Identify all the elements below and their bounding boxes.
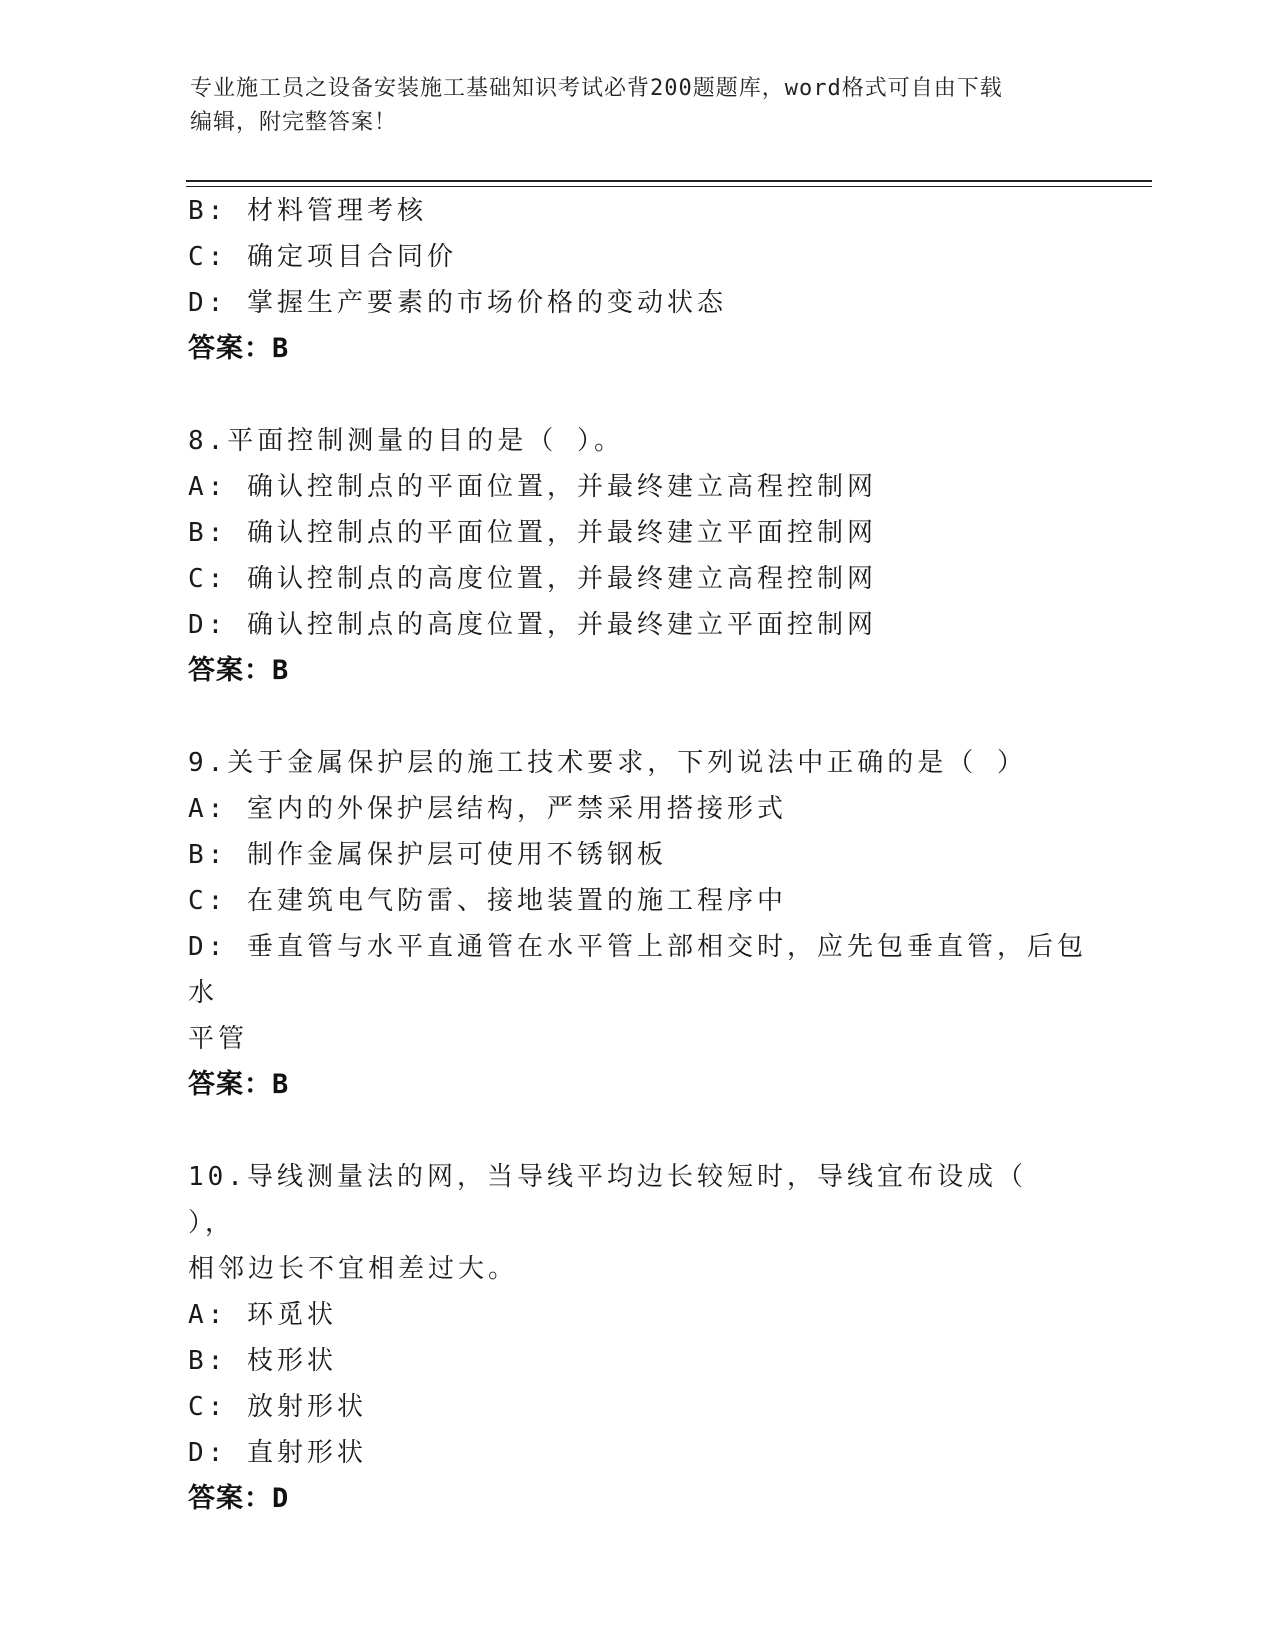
q9-option-a: A: 室内的外保护层结构，严禁采用搭接形式 [188, 794, 787, 824]
q9-answer: 答案：B [188, 1069, 290, 1100]
q9-option-b: B: 制作金属保护层可使用不锈钢板 [188, 840, 667, 870]
q8-option-b: B: 确认控制点的平面位置，并最终建立平面控制网 [188, 518, 877, 548]
q10-answer: 答案：D [188, 1483, 290, 1514]
question-9-block [188, 740, 1088, 1108]
spacer [188, 1108, 1088, 1154]
q8-option-a: A: 确认控制点的平面位置，并最终建立高程控制网 [188, 472, 877, 502]
question-10-block [188, 1154, 1088, 1522]
spacer [188, 372, 1088, 418]
q8-option-c: C: 确认控制点的高度位置，并最终建立高程控制网 [188, 564, 877, 594]
q7-option-b: B: 材料管理考核 [188, 196, 427, 226]
q7-option-d: D: 掌握生产要素的市场价格的变动状态 [188, 288, 727, 318]
q10-question-line-1: 10.导线测量法的网，当导线平均边长较短时，导线宜布设成（ ）， [188, 1162, 1047, 1238]
q10-option-b: B: 枝形状 [188, 1346, 337, 1376]
q8-option-d: D: 确认控制点的高度位置，并最终建立平面控制网 [188, 610, 877, 640]
header-divider-thin [186, 186, 1152, 187]
q9-option-d: D: 垂直管与水平直通管在水平管上部相交时，应先包垂直管，后包水 [188, 932, 1087, 1008]
header-line-2: 编辑，附完整答案！ [190, 110, 398, 135]
header-line-1: 专业施工员之设备安装施工基础知识考试必背200题题库，word格式可自由下载 [190, 76, 1003, 101]
question-content [188, 188, 1088, 1522]
question-7-block [188, 188, 1088, 372]
q10-option-a: A: 环觅状 [188, 1300, 337, 1330]
q10-option-c: C: 放射形状 [188, 1392, 367, 1422]
q10-option-d: D: 直射形状 [188, 1438, 367, 1468]
q8-question: 8.平面控制测量的目的是（ ）。 [188, 426, 624, 456]
q9-option-d-continued: 平管 [188, 1024, 249, 1054]
q8-answer: 答案：B [188, 655, 290, 686]
spacer [188, 694, 1088, 740]
q9-option-c: C: 在建筑电气防雷、接地装置的施工程序中 [188, 886, 787, 916]
header-divider-thick [186, 180, 1152, 182]
question-8-block [188, 418, 1088, 694]
q10-question-line-2: 相邻边长不宜相差过大。 [188, 1254, 519, 1284]
document-header [190, 72, 1090, 140]
q9-question: 9.关于金属保护层的施工技术要求，下列说法中正确的是（ ） [188, 748, 1027, 778]
q7-answer: 答案：B [188, 333, 290, 364]
q7-option-c: C: 确定项目合同价 [188, 242, 457, 272]
